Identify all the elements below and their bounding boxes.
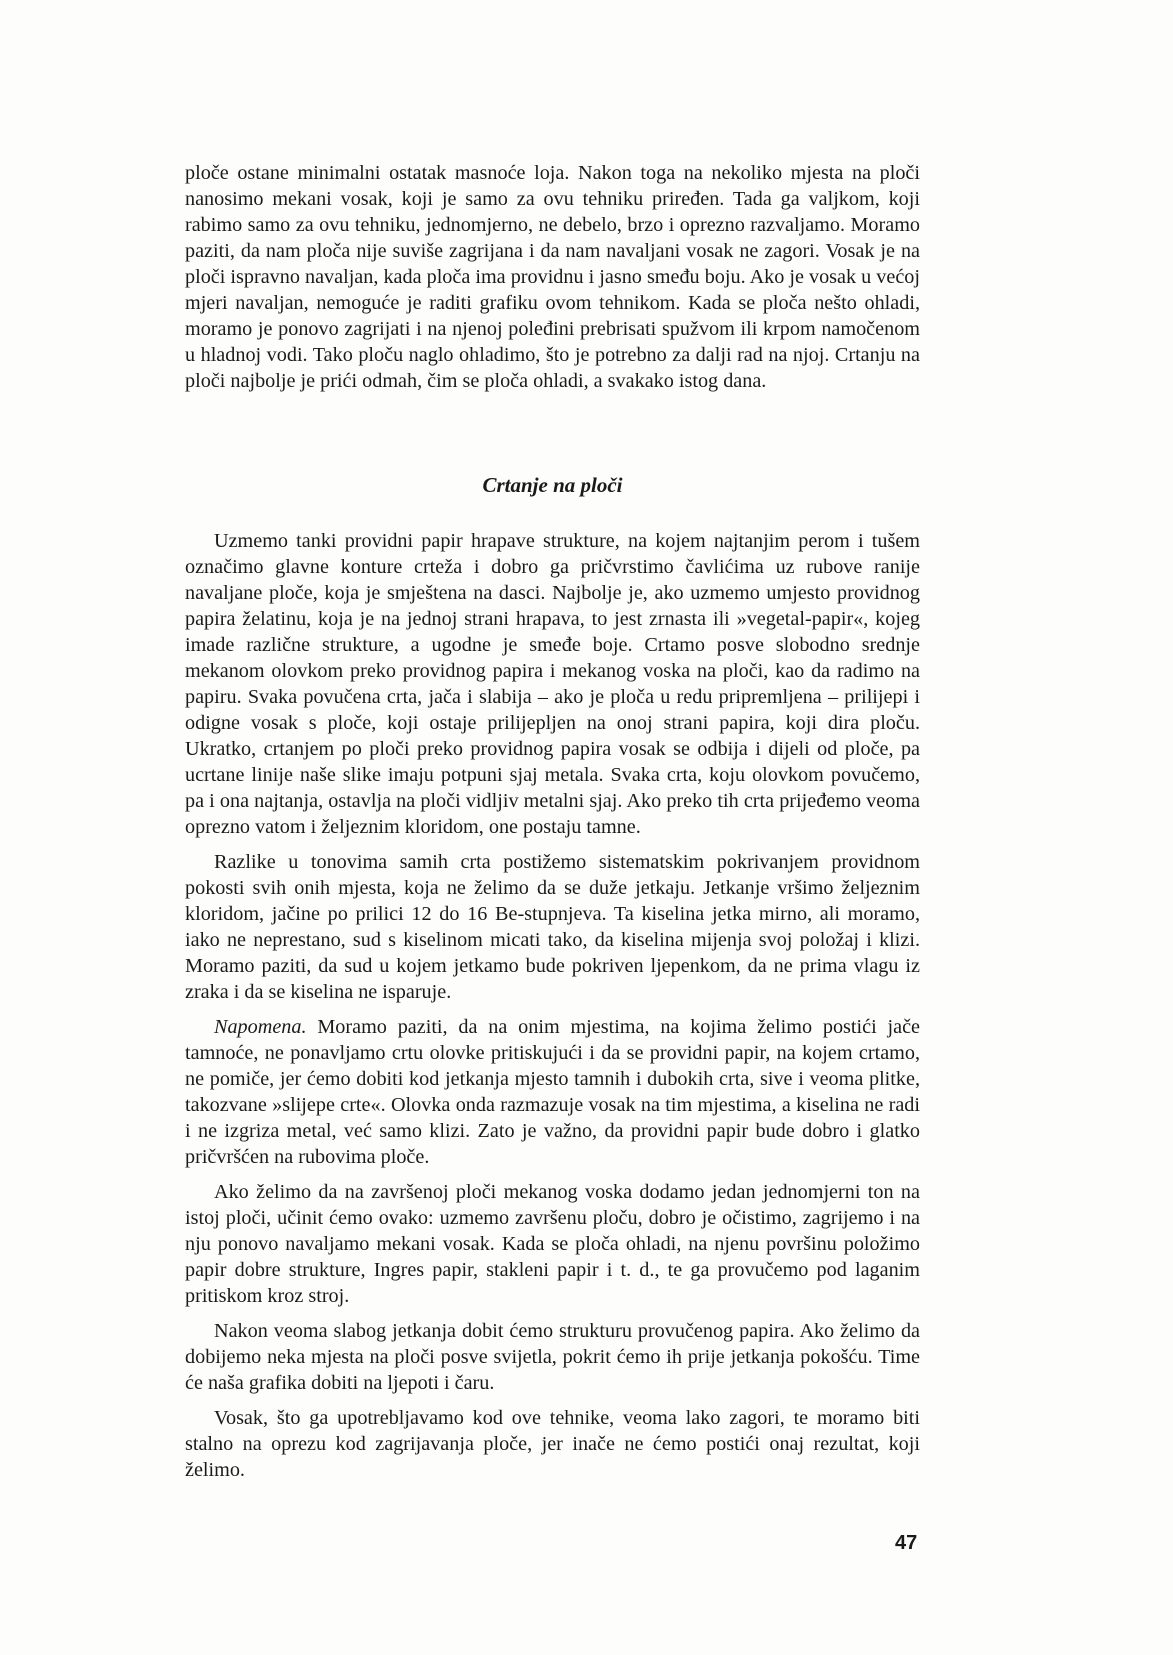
body-paragraph: Vosak, što ga upotrebljavamo kod ove tehnike, veoma lako zagori, te moramo biti stalno na oprezu kod zagrijavanja ploče, jer inače ne ćemo postići onaj rezultat, koji želimo. — [185, 1407, 920, 1481]
section-heading: Crtanje na ploči — [482, 473, 623, 497]
body-paragraph: Ako želimo da na završenoj ploči mekanog voska dodamo jedan jednomjerni ton na istoj ploči, učinit ćemo ovako: uzmemo završenu ploču, dobro je očistimo, zagrijemo i na nju ponovo navaljamo mekani vosak. Kada se ploča ohladi, na njenu površinu položimo papir dobre strukture, Ingres papir, stakleni papir i t. d., te ga provučemo pod laganim pritiskom kroz stroj. — [185, 1181, 920, 1307]
page-number: 47 — [895, 1532, 918, 1554]
page-body — [185, 160, 920, 1483]
body-paragraph: Nakon veoma slabog jetkanja dobit ćemo strukturu provučenog papira. Ako želimo da dobijemo neka mjesta na ploči posve svijetla, pokrit ćemo ih prije jetkanja pokošću. Time će naša grafika dobiti na ljepoti i čaru. — [185, 1320, 920, 1394]
intro-paragraph: ploče ostane minimalni ostatak masnoće loja. Nakon toga na nekoliko mjesta na ploči nanosimo mekani vosak, koji je samo za ovu tehniku priređen. Tada ga valjkom, koji rabimo samo za ovu tehniku, jednomjerno, ne debelo, brzo i oprezno razvaljamo. Moramo paziti, da nam ploča nije suviše zagrijana i da nam navaljani vosak ne zagori. Vosak je na ploči ispravno navaljan, kada ploča ima providnu i jasno smeđu boju. Ako je vosak u većoj mjeri navaljan, nemoguće je raditi grafiku ovom tehnikom. Kada se ploča nešto ohladi, moramo je ponovo zagrijati i na njenoj poleđini prebrisati spužvom ili krpom namočenom u hladnoj vodi. Tako ploču naglo ohladimo, što je potrebno za dalji rad na njoj. Crtanju na ploči najbolje je prići odmah, čim se ploča ohladi, a svakako istog dana. — [185, 162, 920, 392]
note-paragraph — [185, 1014, 920, 1170]
body-paragraph: Uzmemo tanki providni papir hrapave strukture, na kojem najtanjim perom i tušem označimo glavne konture crteža i dobro ga pričvrstimo čavlićima uz rubove ranije navaljane ploče, koja je smještena na dasci. Najbolje je, ako uzmemo umjesto providnog papira želatinu, koja je na jednoj strani hrapava, to jest zrnasta ili »vegetal-papir«, kojeg imade različne strukture, a ugodne je smeđe boje. Crtamo posve slobodno srednje mekanom olovkom preko providnog papira i mekanog voska na ploči, kao da radimo na papiru. Svaka povučena crta, jača i slabija – ako je ploča u redu pripremljena – prilijepi i odigne vosak s ploče, koji ostaje prilijepljen na onoj strani papira, koji dira ploču. Ukratko, crtanjem po ploči preko providnog papira vosak se odbija i dijeli od ploče, pa ucrtane linije naše slike imaju potpuni sjaj metala. Svaka crta, koju olovkom povučemo, pa i ona najtanja, ostavlja na ploči vidljiv metalni sjaj. Ako preko tih crta prijeđemo veoma oprezno vatom i željeznim kloridom, one postaju tamne. — [185, 530, 920, 838]
note-label: Napomena. — [214, 1016, 307, 1038]
note-text: Moramo paziti, da na onim mjestima, na kojima želimo postići jače tamnoće, ne ponavljamo crtu olovke pritiskujući i da se providni papir, na kojem crtamo, ne pomiče, jer ćemo dobiti kod jetkanja mjesto tamnih i dubokih crta, sive i veoma plitke, takozvane »slijepe crte«. Olovka onda razmazuje vosak na tim mjestima, a kiselina ne radi i ne izgriza metal, već samo klizi. Zato je važno, da providni papir bude dobro i glatko pričvršćen na rubovima ploče. — [185, 1016, 920, 1168]
body-paragraph: Razlike u tonovima samih crta postižemo sistematskim pokrivanjem providnom pokosti svih onih mjesta, koja ne želimo da se duže jetkaju. Jetkanje vršimo željeznim kloridom, jačine po prilici 12 do 16 Be-stupnjeva. Ta kiselina jetka mirno, ali moramo, iako ne neprestano, sud s kiselinom micati tako, da kiselina mijenja svoj položaj i klizi. Moramo paziti, da sud u kojem jetkamo bude pokriven ljepenkom, da ne prima vlagu iz zraka i da se kiselina ne isparuje. — [185, 851, 920, 1003]
